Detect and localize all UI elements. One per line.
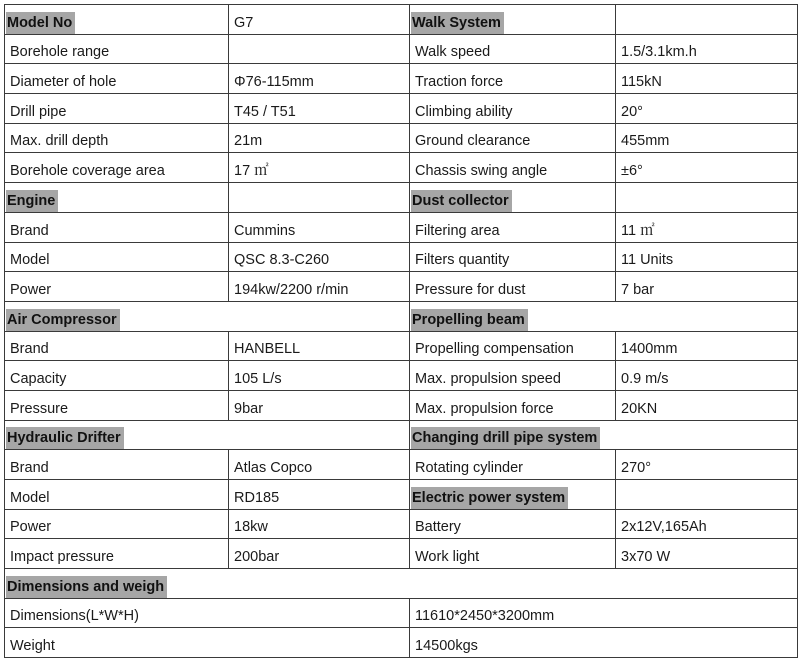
left-label-cell-text: Brand — [10, 460, 49, 476]
table-row — [5, 242, 798, 272]
left-label-cell-text: Brand — [10, 222, 49, 239]
right-value-cell — [410, 628, 798, 658]
left-section-cell — [5, 420, 410, 450]
right-value-cell-text: 7 bar — [621, 281, 655, 298]
right-value-cell — [616, 390, 798, 420]
right-label-cell — [410, 390, 616, 420]
right-label-cell — [410, 509, 616, 539]
table-row — [5, 450, 798, 480]
section-header-label: Hydraulic Drifter — [6, 427, 124, 449]
left-label-cell-text: Pressure — [10, 400, 69, 417]
left-value-cell-text: Φ76-115mm — [234, 74, 314, 91]
right-label-cell — [410, 212, 616, 242]
left-value-cell — [229, 361, 410, 391]
left-value-cell — [229, 390, 410, 420]
section-header-label: Electric power system — [411, 487, 568, 509]
right-label-cell — [410, 331, 616, 361]
left-label-cell — [5, 450, 229, 480]
left-value-cell-text: 200bar — [234, 549, 280, 566]
table-row — [5, 569, 798, 599]
right-label-cell-text: Ground clearance — [415, 133, 531, 150]
right-value-cell-text: 2x12V,165Ah — [621, 519, 707, 536]
right-value-cell — [410, 598, 798, 628]
table-row — [5, 64, 798, 94]
left-label-cell — [5, 272, 229, 302]
left-label-cell-text: Capacity — [10, 370, 67, 387]
right-section-cell — [410, 420, 798, 450]
left-value-cell — [229, 123, 410, 153]
left-value-cell — [229, 331, 410, 361]
left-value-cell — [229, 242, 410, 272]
table-row — [5, 5, 798, 35]
right-label-cell — [410, 539, 616, 569]
left-label-cell-text: Brand — [10, 341, 49, 358]
left-label-cell-text: Power — [10, 519, 52, 536]
left-value-cell — [229, 272, 410, 302]
left-label-cell-text: Max. drill depth — [10, 133, 109, 150]
right-value-cell-text: 115kN — [621, 74, 662, 91]
right-label-cell-text: Max. propulsion speed — [415, 370, 561, 387]
left-value-cell-text: G7 — [234, 14, 254, 31]
left-value-cell-text: QSC 8.3-C260 — [234, 252, 330, 269]
left-value-cell — [229, 34, 410, 64]
left-value-cell — [229, 212, 410, 242]
table-row — [5, 420, 798, 450]
right-label-cell-text: Filtering area — [415, 222, 500, 239]
section-header-label: Walk System — [411, 12, 504, 34]
table-row — [5, 272, 798, 302]
right-value-cell-text: 270° — [621, 460, 651, 476]
left-value-cell-text: Atlas Copco — [234, 460, 313, 476]
right-value-cell — [616, 331, 798, 361]
section-header-label: Changing drill pipe system — [411, 427, 600, 449]
table-row — [5, 34, 798, 64]
table-row — [5, 509, 798, 539]
right-value-cell-text: 20KN — [621, 400, 658, 417]
left-value-cell-text: 194kw/2200 r/min — [234, 281, 349, 298]
left-label-cell — [5, 539, 229, 569]
right-label-cell — [410, 361, 616, 391]
right-label-cell — [410, 123, 616, 153]
table-row — [5, 212, 798, 242]
table-row — [5, 331, 798, 361]
right-label-cell-text: Filters quantity — [415, 252, 510, 269]
table-row — [5, 480, 798, 510]
left-label-cell — [5, 628, 410, 658]
left-label-cell — [5, 34, 229, 64]
left-value-cell-text: 17 ㎡ — [234, 163, 269, 180]
left-label-cell-text: Diameter of hole — [10, 74, 117, 91]
section-header-label: Dust collector — [411, 190, 512, 212]
left-value-cell-text: T45 / T51 — [234, 103, 296, 120]
table-row — [5, 361, 798, 391]
table-row — [5, 301, 798, 331]
right-value-cell-text: 3x70 W — [621, 549, 671, 566]
right-value-cell-text: 11 Units — [621, 252, 674, 269]
left-label-cell-text: Power — [10, 281, 52, 298]
left-value-cell-text: 9bar — [234, 400, 264, 417]
left-label-cell — [5, 509, 229, 539]
right-value-cell — [616, 450, 798, 480]
right-value-cell — [616, 480, 798, 510]
left-label-cell — [5, 242, 229, 272]
right-label-cell-text: Max. propulsion force — [415, 400, 554, 417]
right-value-cell — [616, 183, 798, 213]
section-header-label: Air Compressor — [6, 309, 120, 331]
right-value-cell — [616, 212, 798, 242]
right-value-cell — [616, 64, 798, 94]
left-value-cell-text: RD185 — [234, 489, 280, 506]
right-value-cell-text: ±6° — [621, 163, 643, 180]
right-label-cell — [410, 34, 616, 64]
left-label-cell — [5, 183, 229, 213]
right-label-cell — [410, 480, 616, 510]
left-label-cell — [5, 361, 229, 391]
right-value-cell — [616, 272, 798, 302]
left-label-cell — [5, 331, 229, 361]
right-section-cell — [410, 301, 798, 331]
left-value-cell-text: Cummins — [234, 222, 296, 239]
left-label-cell — [5, 5, 229, 35]
left-value-cell-text: 18kw — [234, 519, 268, 536]
right-label-cell-text: Pressure for dust — [415, 281, 526, 298]
right-value-cell — [616, 5, 798, 35]
left-value-cell — [229, 450, 410, 480]
table-row — [5, 123, 798, 153]
right-label-cell-text: Work light — [415, 549, 480, 566]
left-label-cell-text: Borehole range — [10, 44, 110, 61]
right-value-cell-text: 14500kgs — [415, 638, 478, 655]
left-value-cell — [229, 480, 410, 510]
left-value-cell — [229, 509, 410, 539]
right-value-cell — [616, 242, 798, 272]
left-label-cell — [5, 212, 229, 242]
right-label-cell-text: Climbing ability — [415, 103, 513, 120]
left-label-cell — [5, 123, 229, 153]
section-header-label: Engine — [6, 190, 58, 212]
left-label-cell — [5, 480, 229, 510]
left-value-cell-text: HANBELL — [234, 341, 301, 358]
specification-table-body — [5, 5, 798, 658]
table-row — [5, 539, 798, 569]
table-row — [5, 628, 798, 658]
table-row — [5, 390, 798, 420]
right-label-cell — [410, 94, 616, 124]
left-value-cell — [229, 94, 410, 124]
table-row — [5, 183, 798, 213]
left-value-cell — [229, 183, 410, 213]
left-section-cell — [5, 301, 410, 331]
right-value-cell-text: 1400mm — [621, 341, 678, 358]
table-row — [5, 153, 798, 183]
right-value-cell-text: 11610*2450*3200mm — [415, 608, 555, 625]
table-row — [5, 94, 798, 124]
right-value-cell-text: 20° — [621, 103, 643, 120]
right-label-cell-text: Traction force — [415, 74, 504, 91]
section-header-label: Dimensions and weigh — [6, 576, 167, 598]
full-section-cell — [5, 569, 798, 599]
right-label-cell — [410, 272, 616, 302]
left-label-cell-text: Drill pipe — [10, 103, 67, 120]
right-label-cell-text: Battery — [415, 519, 461, 536]
right-value-cell — [616, 94, 798, 124]
right-value-cell — [616, 34, 798, 64]
left-value-cell — [229, 5, 410, 35]
left-label-cell-text: Weight — [10, 638, 55, 655]
left-label-cell — [5, 390, 229, 420]
left-label-cell-text: Dimensions(L*W*H) — [10, 608, 139, 625]
right-value-cell-text: 455mm — [621, 133, 670, 150]
left-label-cell — [5, 598, 410, 628]
right-value-cell-text: 0.9 m/s — [621, 370, 669, 387]
left-label-cell-text: Model — [10, 252, 50, 269]
left-label-cell — [5, 153, 229, 183]
right-label-cell-text: Propelling compensation — [415, 341, 574, 358]
right-value-cell — [616, 539, 798, 569]
right-label-cell — [410, 153, 616, 183]
right-value-cell-text: 1.5/3.1km.h — [621, 44, 697, 61]
table-row — [5, 598, 798, 628]
right-value-cell — [616, 153, 798, 183]
left-value-cell — [229, 539, 410, 569]
right-label-cell-text: Rotating cylinder — [415, 460, 523, 476]
left-value-cell — [229, 153, 410, 183]
left-label-cell-text: Model — [10, 489, 50, 506]
right-value-cell — [616, 509, 798, 539]
right-label-cell — [410, 5, 616, 35]
section-header-label: Model No — [6, 12, 75, 34]
right-label-cell — [410, 64, 616, 94]
left-label-cell — [5, 64, 229, 94]
left-value-cell-text: 21m — [234, 133, 263, 150]
right-label-cell — [410, 183, 616, 213]
right-value-cell — [616, 123, 798, 153]
right-label-cell-text: Chassis swing angle — [415, 163, 548, 180]
specification-table — [4, 4, 798, 658]
left-value-cell-text: 105 L/s — [234, 370, 282, 387]
section-header-label: Propelling beam — [411, 309, 528, 331]
right-label-cell — [410, 450, 616, 480]
left-label-cell-text: Borehole coverage area — [10, 163, 165, 180]
left-value-cell — [229, 64, 410, 94]
right-value-cell — [616, 361, 798, 391]
left-label-cell-text: Impact pressure — [10, 549, 114, 566]
right-label-cell — [410, 242, 616, 272]
left-label-cell — [5, 94, 229, 124]
right-value-cell-text: 11 ㎡ — [621, 222, 655, 239]
right-label-cell-text: Walk speed — [415, 44, 491, 61]
